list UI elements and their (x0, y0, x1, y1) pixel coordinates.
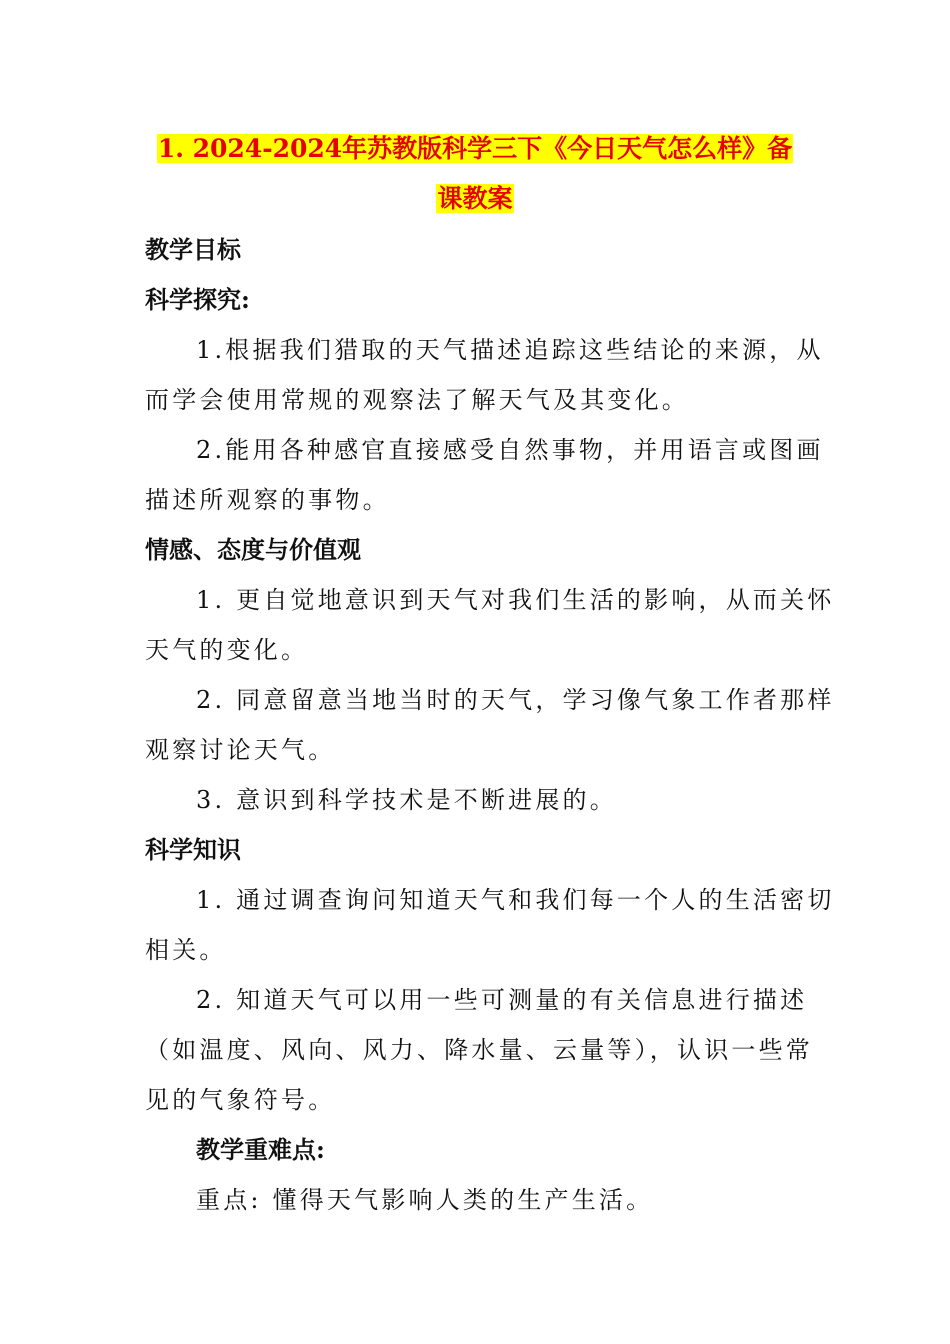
document-title-line-1 (145, 130, 805, 168)
knowledge-paragraph-1-line-2: 相关。 (145, 936, 227, 964)
science-inquiry-heading: 科学探究: (145, 285, 250, 314)
document-title-text-2: 课教案 (437, 184, 513, 213)
emotion-paragraph-3-line-1: 3. 意识到科学技术是不断进展的。 (196, 786, 617, 814)
inquiry-paragraph-2-line-1: 2.能用各种感官直接感受自然事物，并用语言或图画 (196, 436, 824, 464)
document-title-text-1: 1. 2024-2024年苏教版科学三下《今日天气怎么样》备 (157, 134, 793, 163)
inquiry-paragraph-1-line-2: 而学会使用常规的观察法了解天气及其变化。 (145, 386, 689, 414)
document-title-line-2 (145, 180, 805, 218)
knowledge-paragraph-2-line-3: 见的气象符号。 (145, 1086, 336, 1114)
emotion-heading: 情感、态度与价值观 (145, 535, 361, 564)
key-points-heading: 教学重难点: (196, 1135, 325, 1164)
knowledge-paragraph-2-line-2: （如温度、风向、风力、降水量、云量等），认识一些常 (145, 1036, 813, 1064)
inquiry-paragraph-1-line-1: 1.根据我们猎取的天气描述追踪这些结论的来源，从 (196, 336, 824, 364)
knowledge-paragraph-2-line-1: 2. 知道天气可以用一些可测量的有关信息进行描述 (196, 986, 808, 1014)
key-point-line: 重点: 懂得天气影响人类的生产生活。 (196, 1186, 654, 1214)
emotion-paragraph-2-line-2: 观察讨论天气。 (145, 736, 336, 764)
emotion-paragraph-1-line-1: 1. 更自觉地意识到天气对我们生活的影响，从而关怀 (196, 586, 835, 614)
emotion-paragraph-2-line-1: 2. 同意留意当地当时的天气，学习像气象工作者那样 (196, 686, 835, 714)
emotion-paragraph-1-line-2: 天气的变化。 (145, 636, 309, 664)
objectives-heading: 教学目标 (145, 235, 241, 264)
knowledge-heading: 科学知识 (145, 835, 241, 864)
inquiry-paragraph-2-line-2: 描述所观察的事物。 (145, 486, 390, 514)
knowledge-paragraph-1-line-1: 1. 通过调查询问知道天气和我们每一个人的生活密切 (196, 886, 835, 914)
